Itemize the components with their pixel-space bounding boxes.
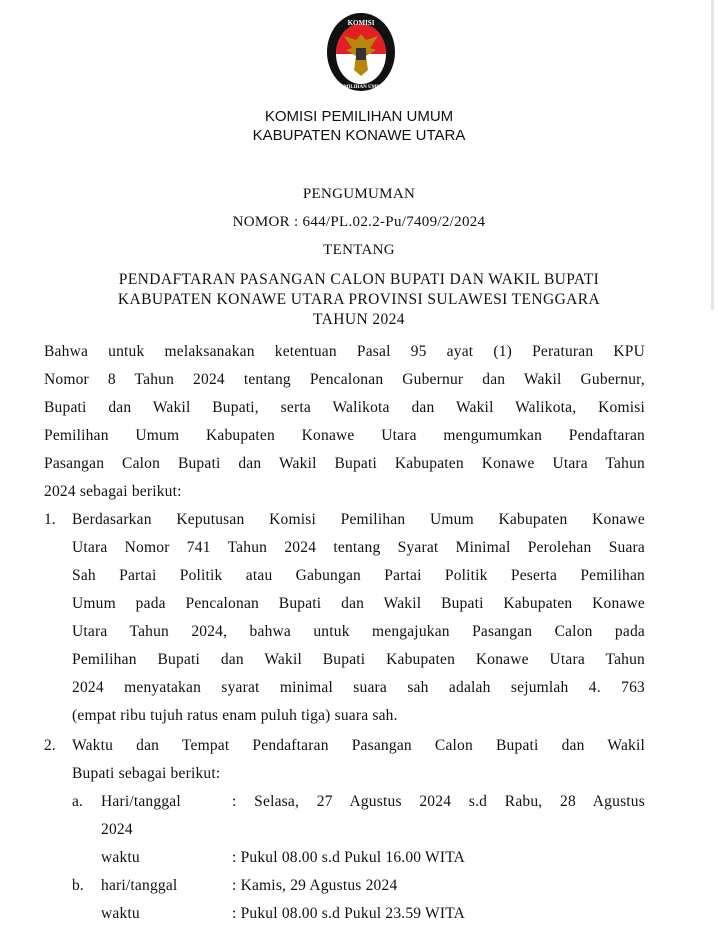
date-value-continued: 2024 — [101, 821, 133, 838]
time-value: : Pukul 08.00 s.d Pukul 16.00 WITA — [232, 849, 466, 866]
paragraph-line: Utara Tahun 2024, bahwa untuk mengajukan Pasangan Calon pada — [72, 623, 645, 640]
date-label: Hari/tanggal — [101, 793, 181, 810]
paragraph-line: Pasangan Calon Bupati dan Wakil Bupati Kabupaten Konawe Utara Tahun — [44, 455, 645, 472]
paragraph-line: 2024 menyatakan syarat minimal suara sah adalah sejumlah 4. 763 — [72, 679, 645, 696]
scrollbar[interactable] — [711, 0, 714, 310]
date-value: : Kamis, 29 Agustus 2024 — [232, 877, 398, 894]
schedule-letter: a. — [72, 793, 83, 810]
announcement-number: NOMOR : 644/PL.02.2-Pu/7409/2/2024 — [232, 214, 486, 230]
time-value: : Pukul 08.00 s.d Pukul 23.59 WITA — [232, 905, 466, 922]
svg-text:PEMILIHAN UMUM: PEMILIHAN UMUM — [337, 85, 385, 90]
time-label: waktu — [101, 905, 140, 922]
list-number: 2. — [44, 737, 56, 754]
paragraph-line: 2024 sebagai berikut: — [44, 483, 182, 500]
subject-line: KABUPATEN KONAWE UTARA PROVINSI SULAWESI TENGGARA — [117, 291, 601, 308]
paragraph-line: Bupati dan Wakil Bupati, serta Walikota dan Wakil Walikota, Komisi — [44, 399, 645, 416]
time-label: waktu — [101, 849, 140, 866]
date-value: : Selasa, 27 Agustus 2024 s.d Rabu, 28 Agustus — [232, 793, 645, 810]
paragraph-line: Umum pada Pencalonan Bupati dan Wakil Bupati Kabupaten Konawe — [72, 595, 645, 612]
paragraph-line: Utara Nomor 741 Tahun 2024 tentang Syarat Minimal Perolehan Suara — [72, 539, 645, 556]
list-number: 1. — [44, 511, 56, 528]
institution-name: KOMISI PEMILIHAN UMUM — [264, 108, 454, 125]
svg-text:KOMISI: KOMISI — [347, 19, 375, 27]
institution-region: KABUPATEN KONAWE UTARA — [252, 127, 466, 144]
kpu-logo — [325, 12, 397, 92]
paragraph-line: Bupati sebagai berikut: — [72, 765, 221, 782]
paragraph-line: Pemilihan Umum Kabupaten Konawe Utara mengumumkan Pendaftaran — [44, 427, 645, 444]
paragraph-line: Waktu dan Tempat Pendaftaran Pasangan Calon Bupati dan Wakil — [72, 737, 645, 754]
paragraph-line: Pemilihan Bupati dan Wakil Bupati Kabupaten Konawe Utara Tahun — [72, 651, 645, 668]
announcement-about: TENTANG — [323, 242, 395, 258]
paragraph-line: Bahwa untuk melaksanakan ketentuan Pasal 95 ayat (1) Peraturan KPU — [44, 343, 645, 360]
paragraph-line: Sah Partai Politik atau Gabungan Partai Politik Peserta Pemilihan — [72, 567, 645, 584]
schedule-letter: b. — [72, 877, 84, 894]
date-label: hari/tanggal — [101, 877, 178, 894]
announcement-heading: PENGUMUMAN — [302, 186, 416, 202]
paragraph-line: (empat ribu tujuh ratus enam puluh tiga) suara sah. — [72, 707, 398, 724]
paragraph-line: Berdasarkan Keputusan Komisi Pemilihan Umum Kabupaten Konawe — [72, 511, 645, 528]
paragraph-line: Nomor 8 Tahun 2024 tentang Pencalonan Gubernur dan Wakil Gubernur, — [44, 371, 645, 388]
subject-line: PENDAFTARAN PASANGAN CALON BUPATI DAN WAKIL BUPATI — [118, 271, 600, 288]
subject-line: TAHUN 2024 — [313, 311, 405, 328]
